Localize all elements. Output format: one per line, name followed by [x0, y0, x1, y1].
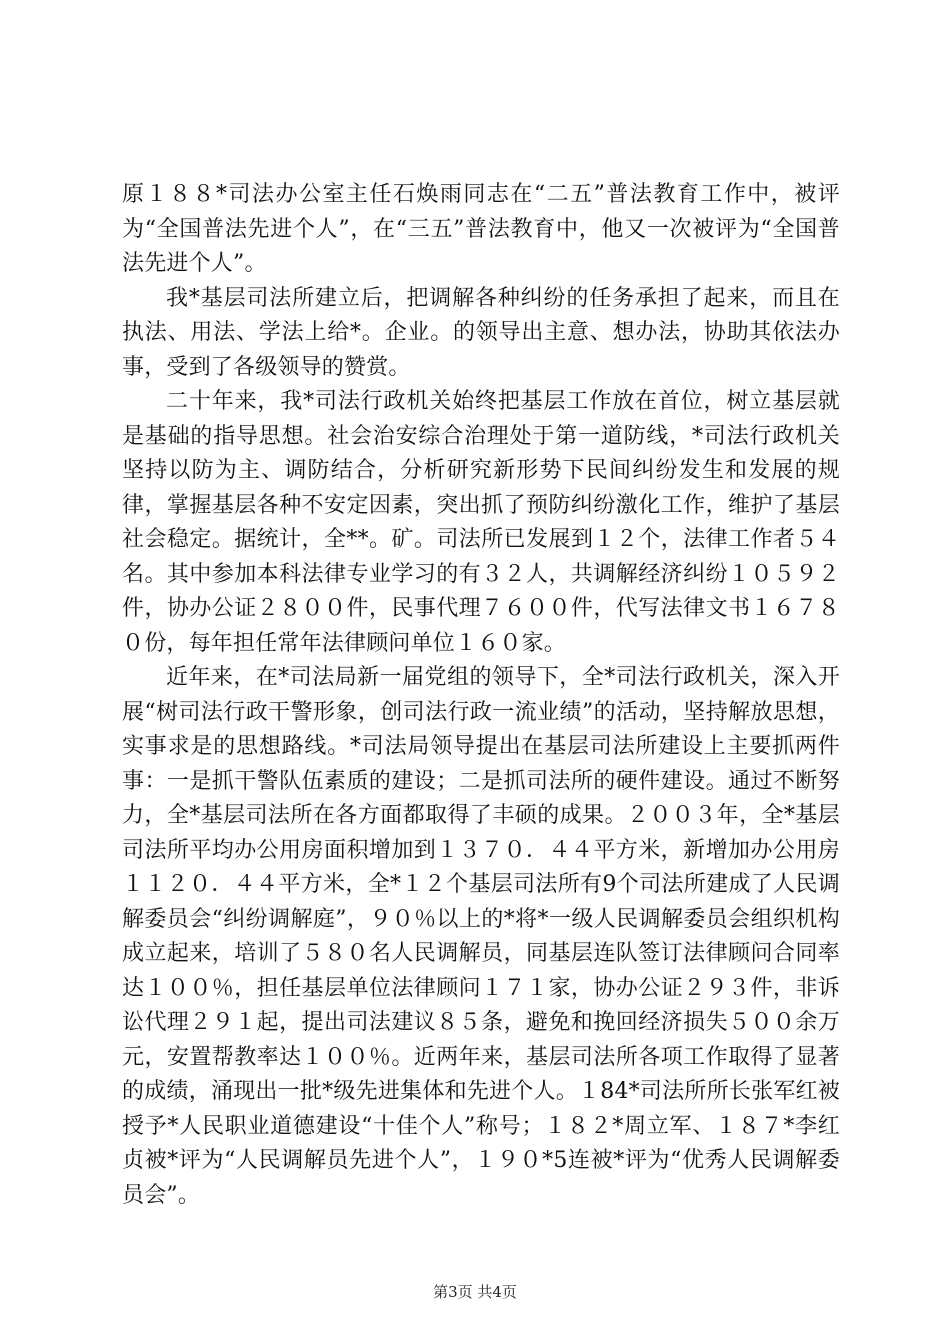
paragraph-2: 我*基层司法所建立后，把调解各种纠纷的任务承担了起来，而且在执法、用法、学法上给*。企业。的领导出主意、想办法，协助其依法办事，受到了各级领导的赞赏。 — [122, 285, 840, 380]
paragraph-4: 近年来，在*司法局新一届党组的领导下，全*司法行政机关，深入开展“树司法行政干警形象，创司法行政一流业绩”的活动，坚持解放思想，实事求是的思想路线。*司法局领导提出在基层司法所建设上主要抓两件事：一是抓干警队伍素质的建设；二是抓司法所的硬件建设。通过不断努力，全*基层司法所在各方面都取得了丰硕的成果。２００３年，全*基层司法所平均办公用房面积增加到１３７０．４４平方米，新增加办公用房１１２０．４４平方米，全*１２个基层司法所有9个司法所建成了人民调解委员会“纠纷调解庭”，９０％以上的*将*一级人民调解委员会组织机构成立起来，培训了５８０名人民调解员，同基层连队签订法律顾问合同率达１００％，担任基层单位法律顾问１７１家，协办公证２９３件，非诉讼代理２９１起，提出司法建议８５条，避免和挽回经济损失５００余万元，安置帮教率达１００％。近两年来，基层司法所各项工作取得了显著的成绩，涌现出一批*级先进集体和先进个人。１84*司法所所长张军红被授予*人民职业道德建设“十佳个人”称号；１８２*周立军、１８７*李红贞被*评为“人民调解员先进个人”，１９０*5连被*评为“优秀人民调解委员会”。 — [122, 665, 840, 1208]
document-body — [122, 178, 840, 1213]
paragraph-3: 二十年来，我*司法行政机关始终把基层工作放在首位，树立基层就是基础的指导思想。社会治安综合治理处于第一道防线，*司法行政机关坚持以防为主、调防结合，分析研究新形势下民间纠纷发生和发展的规律，掌握基层各种不安定因素，突出抓了预防纠纷激化工作，维护了基层社会稳定。据统计，全**。矿。司法所已发展到１２个，法律工作者５４名。其中参加本科法律专业学习的有３２人，共调解经济纠纷１０５９２件，协办公证２８００件，民事代理７６００件，代写法律文书１６７８０份，每年担任常年法律顾问单位１６０家。 — [122, 389, 840, 656]
paragraph-1: 原１８８*司法办公室主任石焕雨同志在“二五”普法教育工作中，被评为“全国普法先进个人”，在“三五”普法教育中，他又一次被评为“全国普法先进个人”。 — [122, 182, 840, 276]
page-footer — [0, 1282, 950, 1302]
page-number: 第3页 共4页 — [433, 1283, 517, 1301]
